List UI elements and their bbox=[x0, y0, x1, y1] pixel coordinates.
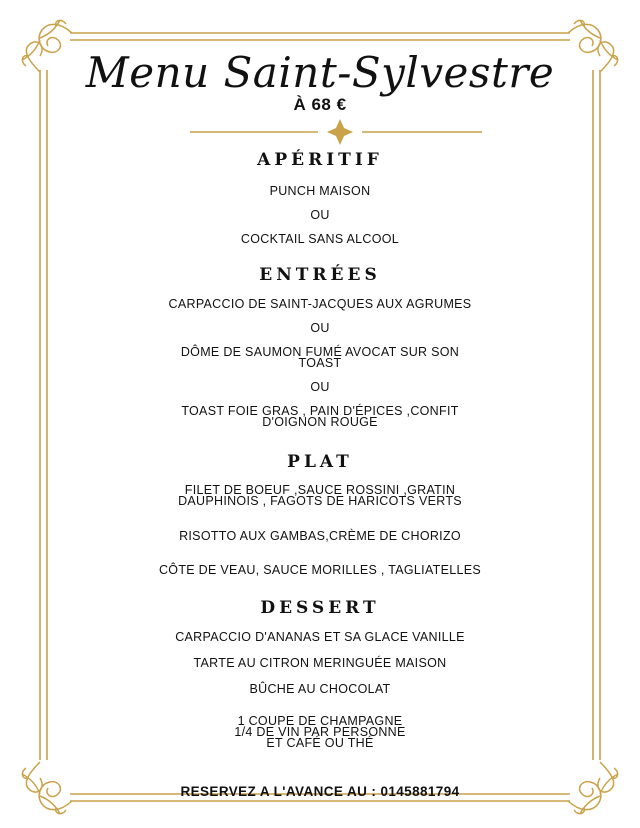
menu-item: OU bbox=[310, 380, 330, 394]
menu-price: À 68 € bbox=[293, 95, 347, 114]
menu-item: OU bbox=[310, 208, 330, 222]
menu-item: CÔTE DE VEAU, SAUCE MORILLES , TAGLIATELLES bbox=[158, 563, 482, 577]
menu-item: FILET DE BOEUF ,SAUCE ROSSINI ,GRATIN DAUPHINOIS , FAGOTS DE HARICOTS VERTS bbox=[178, 483, 462, 508]
divider-star-icon bbox=[190, 119, 482, 145]
section-title-aperitif: APÉRITIF bbox=[257, 150, 383, 170]
menu-item: 1 COUPE DE CHAMPAGNE 1/4 DE VIN PAR PERSONNE ET CAFÉ OU THÉ bbox=[234, 714, 406, 750]
menu-item: DÔME DE SAUMON FUMÉ AVOCAT SUR SON TOAST bbox=[180, 345, 460, 370]
menu-item: TARTE AU CITRON MERINGUÉE MAISON bbox=[193, 656, 447, 670]
menu-item: PUNCH MAISON bbox=[269, 184, 371, 198]
section-title-entrees: ENTRÉES bbox=[259, 265, 381, 285]
section-title-plat: PLAT bbox=[287, 452, 353, 472]
menu-item: TOAST FOIE GRAS , PAIN D'ÉPICES ,CONFIT D'OIGNON ROUGE bbox=[181, 404, 459, 429]
menu-item: CARPACCIO D'ANANAS ET SA GLACE VANILLE bbox=[175, 630, 465, 644]
menu-item: BÛCHE AU CHOCOLAT bbox=[249, 682, 391, 696]
menu-item: RISOTTO AUX GAMBAS,CRÈME DE CHORIZO bbox=[179, 529, 461, 543]
reservation-phone: RESERVEZ A L'AVANCE AU : 0145881794 bbox=[180, 784, 460, 799]
section-title-dessert: DESSERT bbox=[260, 598, 380, 618]
menu-item: CARPACCIO DE SAINT-JACQUES AUX AGRUMES bbox=[168, 297, 472, 311]
menu-item: OU bbox=[310, 321, 330, 335]
menu-title: Menu Saint-Sylvestre bbox=[85, 48, 555, 97]
menu-item: COCKTAIL SANS ALCOOL bbox=[240, 232, 400, 246]
